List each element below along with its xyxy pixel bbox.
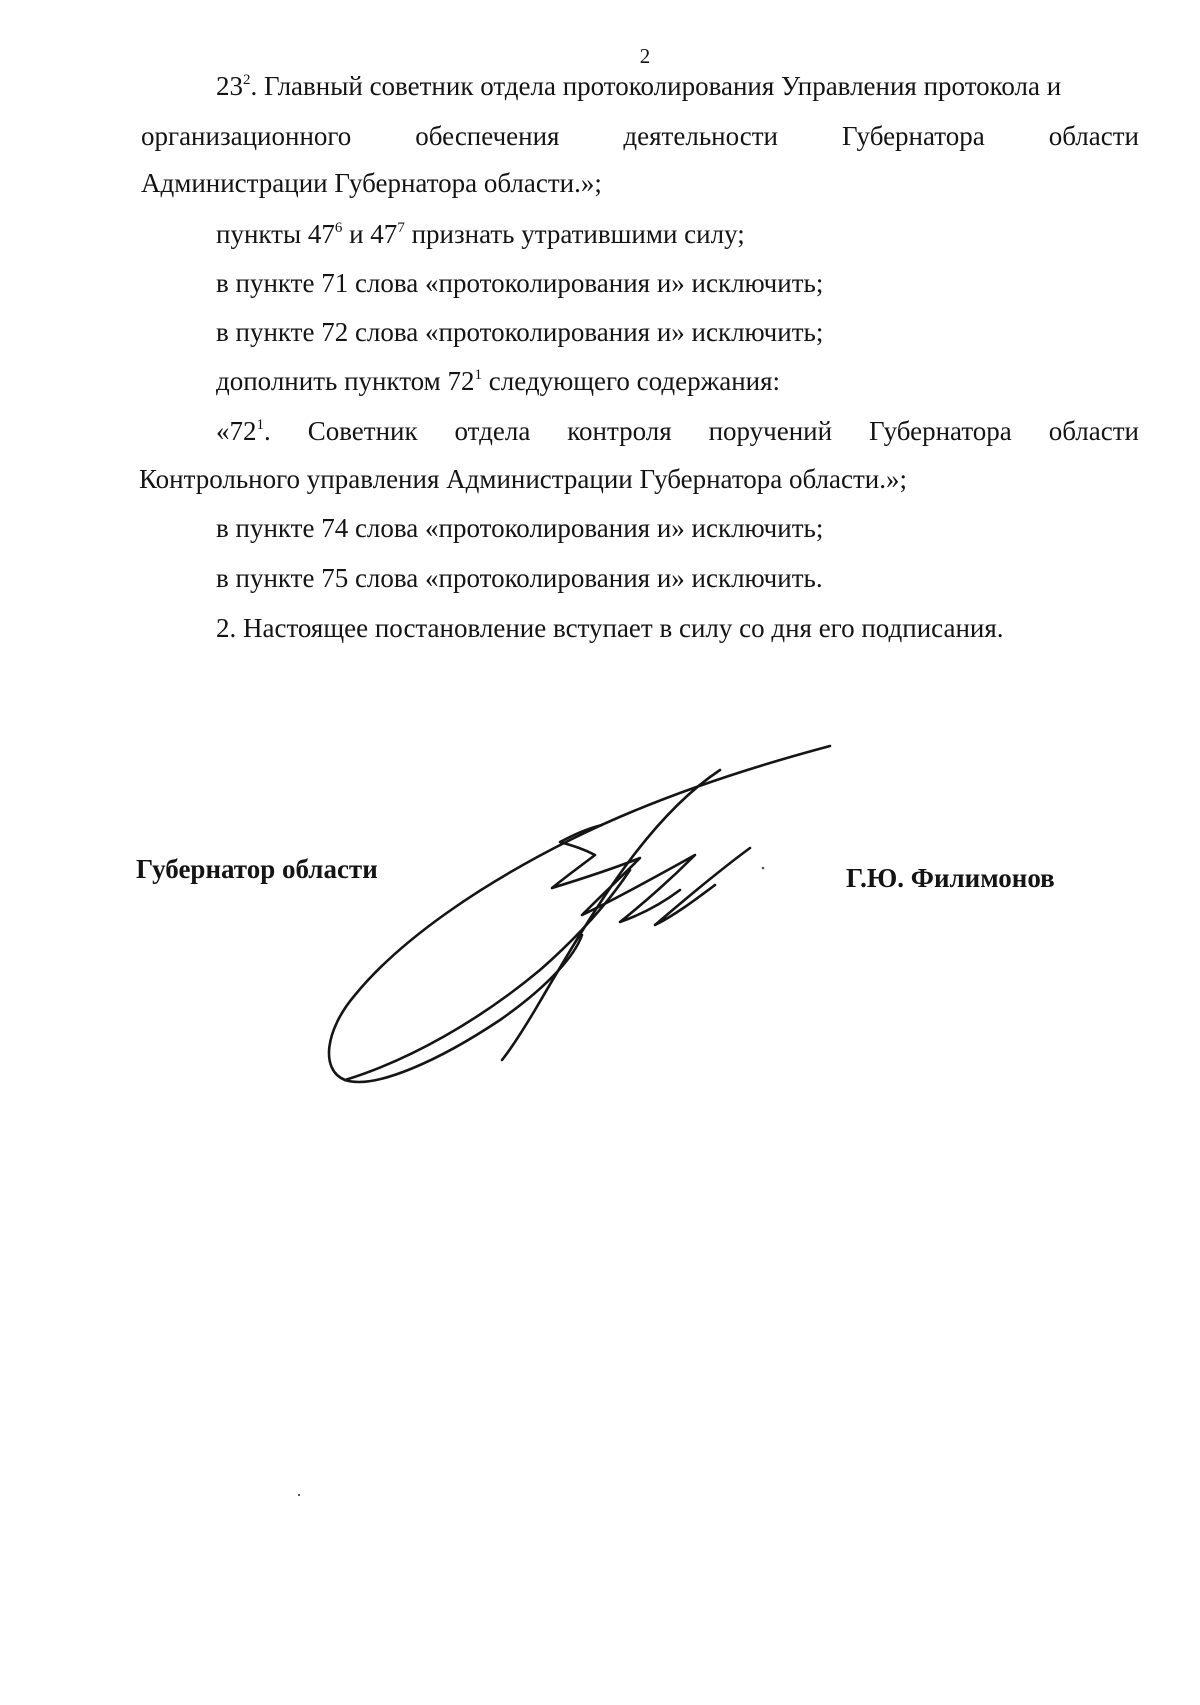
item-75-clause: в пункте 75 слова «протоколирования и» исключить. [216, 563, 823, 593]
justified-word: Губернатора [869, 416, 1012, 446]
justified-word: поручений [708, 416, 833, 446]
justified-word: организационного [141, 121, 352, 151]
repeal-sup-2: 7 [397, 220, 405, 236]
justified-word: контроля [567, 416, 672, 446]
handwritten-signature [320, 730, 880, 1110]
justified-word: . [264, 416, 271, 446]
signatory-name: Г.Ю. Филимонов [846, 863, 1055, 893]
item-72-1-sup: 1 [256, 417, 264, 433]
supplement-suffix: следующего содержания: [482, 366, 781, 396]
clause-2: 2. Настоящее постановление вступает в силу со дня его подписания. [216, 613, 1004, 643]
item-23-2-sup: 2 [243, 72, 251, 88]
justified-word: Губернатора [841, 121, 985, 151]
repeal-sup-1: 6 [334, 220, 343, 236]
item-72-1-number: «72 [216, 416, 257, 446]
supplement-sup: 1 [474, 367, 482, 383]
item-72-1-line-1 [216, 415, 1139, 452]
item-23-2-line-1 [216, 70, 1061, 107]
signature-upper-stroke [502, 770, 720, 1060]
justified-word: деятельности [623, 121, 778, 151]
justified-word: области [1048, 121, 1139, 151]
justified-word: отдела [454, 416, 531, 446]
position-title: Губернатор области [136, 854, 378, 884]
item-74-clause: в пункте 74 слова «протоколирования и» исключить; [216, 513, 824, 543]
repeal-prefix: пункты 47 [216, 219, 335, 249]
item-72-1-lead [216, 415, 271, 452]
item-23-2-number: 23 [216, 71, 243, 101]
supplement-prefix: дополнить пунктом 72 [216, 366, 475, 396]
signature-sweep-stroke [345, 870, 630, 1080]
justified-word: обеспечения [415, 121, 560, 151]
justified-word: Советник [307, 416, 418, 446]
item-72-clause: в пункте 72 слова «протоколирования и» исключить; [216, 317, 824, 347]
justified-word: области [1048, 416, 1139, 446]
signature-tail-stroke [655, 848, 750, 925]
item-72-1-line-2: Контрольного управления Администрации Губернатора области.»; [139, 464, 907, 494]
scan-speck [298, 1494, 300, 1496]
page-number: 2 [639, 44, 651, 68]
signature-loop-stroke [329, 746, 830, 1082]
item-23-2-line-3: Администрации Губернатора области.»; [141, 168, 602, 198]
item-23-2-text: . Главный советник отдела протоколирования Управления протокола и [250, 71, 1062, 101]
repeal-middle: и 47 [342, 219, 398, 249]
repeal-suffix: признать утратившими силу; [404, 219, 745, 249]
repeal-clause [216, 218, 745, 255]
item-23-2-line-2 [141, 120, 1139, 152]
signature-dot [762, 867, 765, 870]
supplement-clause [216, 365, 780, 402]
item-71-clause: в пункте 71 слова «протоколирования и» исключить; [216, 268, 824, 298]
